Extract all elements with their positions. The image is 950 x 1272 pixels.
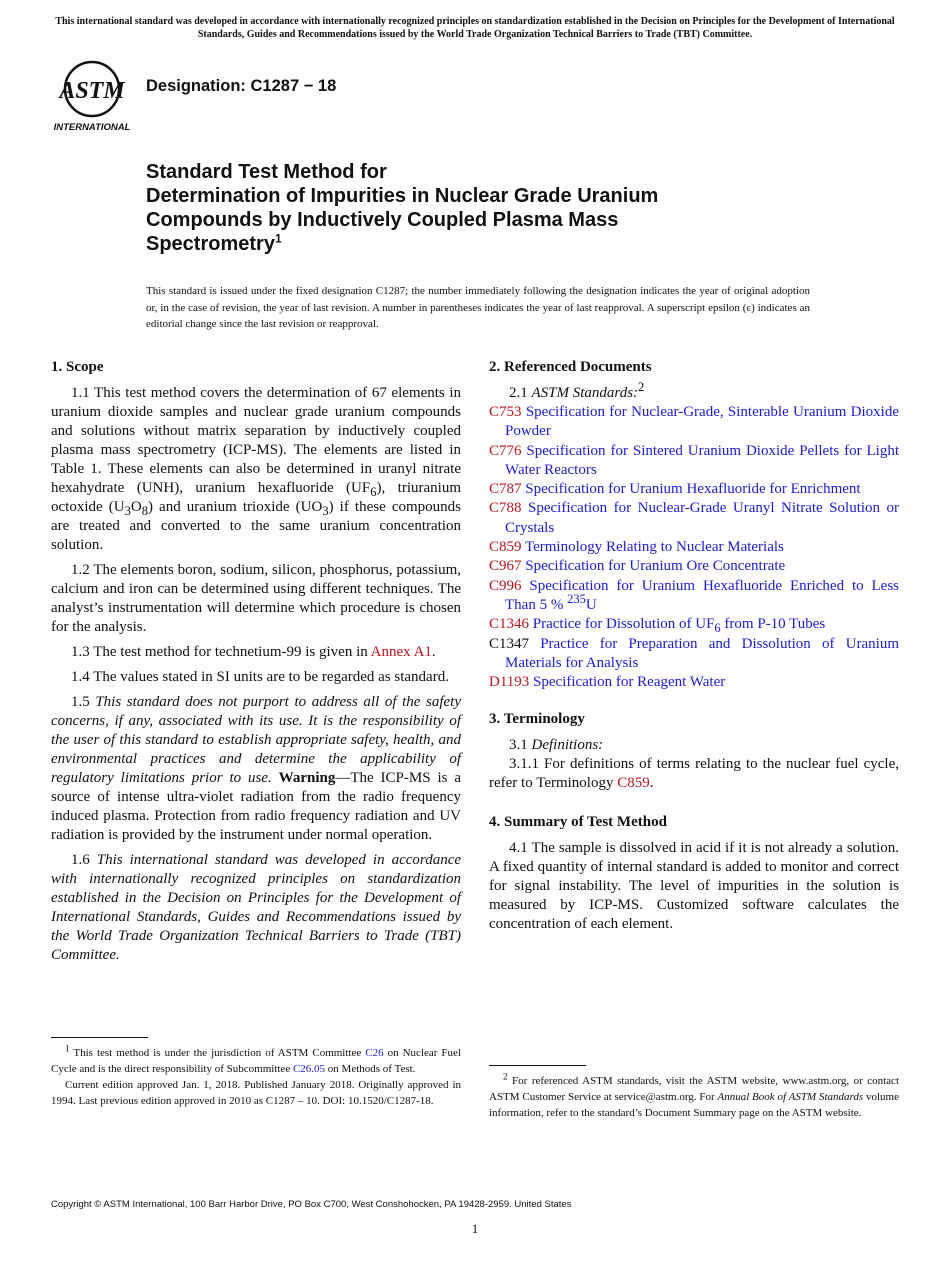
astm-standards-label: 2.1 ASTM Standards:$^2$ xyxy=(509,380,645,401)
referenced-heading: 2. Referenced Documents xyxy=(489,359,652,375)
ref-item[interactable]: D1193 Specification for Reagent Water xyxy=(489,674,726,691)
top-note: This international standard was developed in accordance with internationally recognized principles on standardization established in the Decision on Principles for the Development of International Standards, Guides and Recommendations issued by the World Trade Organization Technical Barriers to Trade (TBT) Committee. xyxy=(55,16,895,40)
scope-1-4: 1.4 The values stated in SI units are to be regarded as standard. xyxy=(71,669,449,685)
ref-item[interactable]: C996 Specification for Uranium Hexafluoride Enriched to Less Than 5 % $^{235}$U xyxy=(489,577,899,613)
designation: Designation: C1287 − 18 xyxy=(146,77,337,95)
ref-item[interactable]: C1346 Practice for Dissolution of $UF_6$ from P-10 Tubes xyxy=(489,616,826,636)
logo-mark: ASTM xyxy=(59,78,125,104)
page-title xyxy=(146,160,866,256)
footnote-1-edition: Current edition approved Jan. 1, 2018. Published January 2018. Originally approved in 1994. Last previous edition approved in 2010 as C1287 – 10. DOI: 10.1520/C1287-18. xyxy=(51,1079,461,1107)
astm-logo xyxy=(50,58,136,136)
page-number: 1 xyxy=(471,1221,479,1236)
right-column xyxy=(489,358,899,940)
ref-item[interactable]: C859 Terminology Relating to Nuclear Materials xyxy=(489,539,784,556)
annex-a1-link[interactable]: Annex A1 xyxy=(370,644,432,660)
ref-item[interactable]: C787 Specification for Uranium Hexafluoride for Enrichment xyxy=(489,481,861,498)
scope-1-2: 1.2 The elements boron, sodium, silicon, phosphorus, potassium, calcium and iron can be determined using different techniques. The analyst’s instrumentation will determine which procedure is chosen for the analysis. xyxy=(51,562,461,635)
terminology-3-1: 3.1 Definitions: xyxy=(509,737,604,754)
scope-1-6: 1.6 This international standard was developed in accordance with internationally recognized principles on standardization established in the Decision on Principles for the Development of International Standards, Guides and Recommendations issued by the World Trade Organization Technical Barriers to Trade (TBT) Committee. xyxy=(51,852,462,963)
c859-link[interactable]: C859 xyxy=(617,775,650,792)
scope-heading: 1. Scope xyxy=(51,359,104,375)
summary-4-1: 4.1 The sample is dissolved in acid if it is not already a solution. A fixed quantity of internal standard is added to monitor and correct for signal instability. The level of impurities in the solution is measured by ICP-MS. Customized software calculates the concentration of each element. xyxy=(489,840,899,933)
title-line-3: Compounds by Inductively Coupled Plasma Mass xyxy=(146,209,619,231)
title-line-2: Determination of Impurities in Nuclear Grade Uranium xyxy=(146,185,659,207)
ref-item[interactable]: C967 Specification for Uranium Ore Concentrate xyxy=(489,558,786,575)
terminology-heading: 3. Terminology xyxy=(489,711,585,728)
left-column xyxy=(51,358,461,971)
footnote-2: $^2$ For referenced ASTM standards, visit the ASTM website, www.astm.org, or contact ASTM Customer Service at service@astm.org. For Annual Book of ASTM Standards volume information, refer to the standard’s Document Summary page on the ASTM website. xyxy=(489,1071,899,1119)
footnote-1: $^1$ This test method is under the jurisdiction of ASTM Committee C26 on Nuclear Fuel Cycle and is the direct responsibility of Subcommittee C26.05 on Methods of Test. Current edition approved Jan. 1, 2018. Published January 2018. Originally approved in 1994. Last previous edition approved in 2010 as C1287 – 10. DOI: 10.1520/C1287-18. xyxy=(51,1043,461,1107)
footnote-rule-left xyxy=(51,1037,148,1038)
copyright: Copyright © ASTM International, 100 Barr Harbor Drive, PO Box C700, West Conshohocken, PA 19428-2959. United States xyxy=(51,1199,572,1210)
ref-item[interactable]: C776 Specification for Sintered Uranium Dioxide Pellets for Light Water Reactors xyxy=(489,442,899,478)
c26-05-link[interactable]: C26.05 xyxy=(292,1063,326,1075)
issued-note: This standard is issued under the fixed designation C1287; the number immediately following the designation indicates the year of original adoption or, in the case of revision, the year of last revision. A number in parentheses indicates the year of last reapproval. A superscript epsilon (ε) indicates an editorial change since the last revision or reapproval. xyxy=(146,285,810,330)
terminology-3-1-1: 3.1.1 For definitions of terms relating to the nuclear fuel cycle, refer to Terminology C859. xyxy=(489,756,899,792)
scope-1-5: 1.5 This standard does not purport to address all of the safety concerns, if any, associated with its use. It is the responsibility of the user of this standard to establish appropriate safety, health, and environmental practices and determine the applicability of regulatory limitations prior to use. Warning—The ICP-MS is a source of intense ultra-violet radiation from the radio frequency induced plasma. Protection from radio frequency radiation and UV radiation is provided by the instrument under normal operation. xyxy=(51,694,462,843)
ref-item[interactable]: C753 Specification for Nuclear-Grade, Sinterable Uranium Dioxide Powder xyxy=(489,404,899,440)
logo-text: INTERNATIONAL xyxy=(53,122,131,133)
title-line-1: Standard Test Method for xyxy=(146,161,387,183)
footnote-rule-right xyxy=(489,1065,586,1066)
c26-link[interactable]: C26 xyxy=(365,1047,384,1059)
scope-1-1: 1.1 This test method covers the determination of 67 elements in uranium dioxide samples and nuclear grade uranium compounds and solutions without matrix separation by inductively coupled plasma mass spectrometry (ICP-MS). The elements are listed in Table 1. These elements can also be determined in uranyl nitrate hexahydrate (UNH), uranium hexafluoride $(UF_6)$, triuranium octoxide $(U_3O_8)$ and uranium trioxide $(UO_3)$ if these compounds are treated and converted to the same uranium concentration solution. xyxy=(51,385,462,553)
scope-1-3: 1.3 The test method for technetium-99 is given in Annex A1. xyxy=(71,644,436,660)
title-footnote-mark: 1 xyxy=(274,231,282,246)
summary-heading: 4. Summary of Test Method xyxy=(489,814,667,831)
ref-item[interactable]: C1347 Practice for Preparation and Dissolution of Uranium Materials for Analysis xyxy=(489,635,899,671)
ref-item[interactable]: C788 Specification for Nuclear-Grade Uranyl Nitrate Solution or Crystals xyxy=(489,500,900,536)
title-line-4: Spectrometry$^1$ xyxy=(146,231,282,255)
